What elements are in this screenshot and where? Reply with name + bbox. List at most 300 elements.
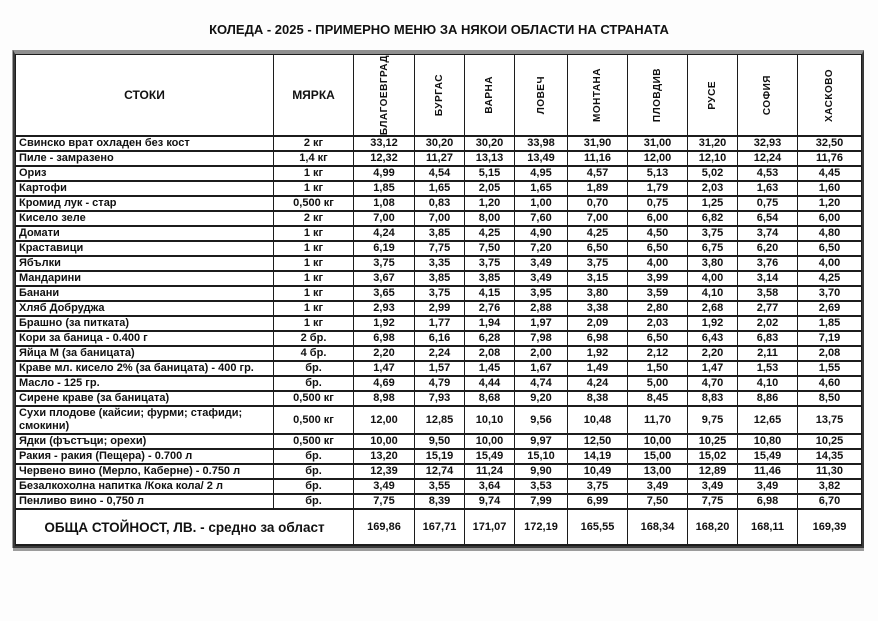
price-cell: 10,00	[628, 434, 688, 449]
price-cell: 1,47	[688, 361, 738, 376]
product-name-cell: Краставици	[16, 241, 274, 256]
price-cell: 3,70	[798, 286, 862, 301]
product-name-cell: Брашно (за питката)	[16, 316, 274, 331]
price-cell: 1,53	[738, 361, 798, 376]
price-cell: 4,70	[688, 376, 738, 391]
page-title: КОЛЕДА - 2025 - ПРИМЕРНО МЕНЮ ЗА НЯКОИ ОБЛАСТИ НА СТРАНАТА	[209, 22, 669, 37]
price-cell: 30,20	[465, 136, 515, 151]
measure-cell: 0,500 кг	[274, 196, 354, 211]
table-row	[16, 316, 862, 331]
price-cell: 6,83	[738, 331, 798, 346]
price-cell: 15,10	[515, 449, 568, 464]
price-cell: 12,10	[688, 151, 738, 166]
price-cell: 1,85	[354, 181, 415, 196]
table-row	[16, 211, 862, 226]
measure-cell: 0,500 кг	[274, 406, 354, 434]
product-name-cell: Сирене краве (за баницата)	[16, 391, 274, 406]
table-row	[16, 196, 862, 211]
price-cell: 4,99	[354, 166, 415, 181]
price-cell: 6,28	[465, 331, 515, 346]
price-cell: 11,24	[465, 464, 515, 479]
table-row	[16, 479, 862, 494]
price-cell: 1,77	[415, 316, 465, 331]
price-cell: 4,25	[568, 226, 628, 241]
price-cell: 2,08	[798, 346, 862, 361]
price-cell: 3,74	[738, 226, 798, 241]
price-cell: 3,49	[354, 479, 415, 494]
price-cell: 4,25	[798, 271, 862, 286]
product-name-cell: Яйца М (за баницата)	[16, 346, 274, 361]
price-cell: 1,25	[688, 196, 738, 211]
measure-cell: бр.	[274, 494, 354, 509]
price-cell: 7,99	[515, 494, 568, 509]
price-cell: 4,00	[798, 256, 862, 271]
price-cell: 1,65	[415, 181, 465, 196]
price-cell: 15,19	[415, 449, 465, 464]
price-cell: 12,50	[568, 434, 628, 449]
price-cell: 1,85	[798, 316, 862, 331]
price-cell: 8,38	[568, 391, 628, 406]
city-label: ЛОВЕЧ	[535, 75, 547, 115]
price-cell: 3,35	[415, 256, 465, 271]
product-name-cell: Ракия - ракия (Пещера) - 0.700 л	[16, 449, 274, 464]
price-cell: 3,75	[568, 256, 628, 271]
price-cell: 3,49	[738, 479, 798, 494]
price-cell: 3,76	[738, 256, 798, 271]
price-cell: 4,69	[354, 376, 415, 391]
price-cell: 1,94	[465, 316, 515, 331]
price-cell: 11,76	[798, 151, 862, 166]
price-cell: 2,00	[515, 346, 568, 361]
total-label: ОБЩА СТОЙНОСТ, ЛВ. - средно за област	[16, 509, 354, 545]
price-cell: 1,65	[515, 181, 568, 196]
price-cell: 5,00	[628, 376, 688, 391]
price-cell: 1,57	[415, 361, 465, 376]
product-name-cell: Картофи	[16, 181, 274, 196]
price-cell: 4,57	[568, 166, 628, 181]
price-cell: 10,80	[738, 434, 798, 449]
table-row	[16, 181, 862, 196]
price-cell: 4,95	[515, 166, 568, 181]
price-cell: 33,98	[515, 136, 568, 151]
total-row	[16, 509, 862, 545]
price-cell: 6,16	[415, 331, 465, 346]
price-cell: 2,12	[628, 346, 688, 361]
measure-cell: бр.	[274, 376, 354, 391]
price-cell: 1,92	[688, 316, 738, 331]
city-label: РУСЕ	[707, 80, 718, 110]
table-row	[16, 136, 862, 151]
price-cell: 4,90	[515, 226, 568, 241]
total-value-cell: 168,11	[738, 509, 798, 545]
price-cell: 9,74	[465, 494, 515, 509]
price-cell: 6,98	[738, 494, 798, 509]
price-cell: 3,85	[415, 271, 465, 286]
total-value-cell: 168,34	[628, 509, 688, 545]
price-cell: 10,10	[465, 406, 515, 434]
total-value-cell: 168,20	[688, 509, 738, 545]
price-cell: 1,79	[628, 181, 688, 196]
total-value-cell: 165,55	[568, 509, 628, 545]
table-row	[16, 464, 862, 479]
price-cell: 8,86	[738, 391, 798, 406]
price-cell: 33,12	[354, 136, 415, 151]
price-cell: 6,75	[688, 241, 738, 256]
price-cell: 15,02	[688, 449, 738, 464]
price-cell: 9,97	[515, 434, 568, 449]
price-cell: 3,53	[515, 479, 568, 494]
price-cell: 1,92	[568, 346, 628, 361]
price-cell: 2,09	[568, 316, 628, 331]
price-cell: 13,13	[465, 151, 515, 166]
product-name-cell: Кромид лук - стар	[16, 196, 274, 211]
price-cell: 6,98	[354, 331, 415, 346]
product-name-cell: Банани	[16, 286, 274, 301]
city-label: ХАСКОВО	[824, 68, 835, 122]
price-cell: 3,38	[568, 301, 628, 316]
price-cell: 6,00	[798, 211, 862, 226]
price-cell: 15,49	[465, 449, 515, 464]
price-cell: 0,83	[415, 196, 465, 211]
price-cell: 3,80	[568, 286, 628, 301]
price-cell: 1,89	[568, 181, 628, 196]
total-value-cell: 167,71	[415, 509, 465, 545]
price-cell: 32,93	[738, 136, 798, 151]
price-cell: 2,05	[465, 181, 515, 196]
price-cell: 13,49	[515, 151, 568, 166]
product-name-cell: Кисело зеле	[16, 211, 274, 226]
price-cell: 8,98	[354, 391, 415, 406]
price-cell: 8,39	[415, 494, 465, 509]
price-cell: 2,24	[415, 346, 465, 361]
product-name-cell: Кори за баница - 0.400 г	[16, 331, 274, 346]
column-header-city	[415, 55, 465, 137]
city-label: ПЛОВДИВ	[652, 67, 663, 123]
product-name-cell: Мандарини	[16, 271, 274, 286]
total-value-cell: 169,39	[798, 509, 862, 545]
table-body	[16, 136, 862, 509]
price-cell: 0,75	[738, 196, 798, 211]
price-cell: 12,00	[628, 151, 688, 166]
price-cell: 10,00	[354, 434, 415, 449]
measure-cell: бр.	[274, 361, 354, 376]
price-cell: 4,79	[415, 376, 465, 391]
price-cell: 0,70	[568, 196, 628, 211]
column-header-city	[515, 55, 568, 137]
product-name-cell: Безалкохолна напитка /Кока кола/ 2 л	[16, 479, 274, 494]
price-cell: 4,45	[798, 166, 862, 181]
price-cell: 1,08	[354, 196, 415, 211]
price-cell: 6,00	[628, 211, 688, 226]
column-header-measure: МЯРКА	[274, 55, 354, 137]
product-name-cell: Масло - 125 гр.	[16, 376, 274, 391]
price-cell: 3,82	[798, 479, 862, 494]
price-cell: 8,45	[628, 391, 688, 406]
price-cell: 4,10	[688, 286, 738, 301]
price-cell: 11,30	[798, 464, 862, 479]
price-cell: 13,75	[798, 406, 862, 434]
measure-cell: 4 бр.	[274, 346, 354, 361]
price-cell: 15,49	[738, 449, 798, 464]
price-cell: 1,55	[798, 361, 862, 376]
price-cell: 1,49	[568, 361, 628, 376]
price-cell: 6,70	[798, 494, 862, 509]
table-row	[16, 331, 862, 346]
price-cell: 1,97	[515, 316, 568, 331]
price-cell: 2,11	[738, 346, 798, 361]
price-cell: 3,99	[628, 271, 688, 286]
price-cell: 7,75	[354, 494, 415, 509]
product-name-cell: Домати	[16, 226, 274, 241]
price-cell: 1,92	[354, 316, 415, 331]
price-cell: 10,00	[465, 434, 515, 449]
table-row	[16, 226, 862, 241]
price-cell: 30,20	[415, 136, 465, 151]
price-cell: 7,50	[628, 494, 688, 509]
price-cell: 1,45	[465, 361, 515, 376]
price-cell: 10,48	[568, 406, 628, 434]
price-cell: 2,99	[415, 301, 465, 316]
price-cell: 3,14	[738, 271, 798, 286]
measure-cell: бр.	[274, 449, 354, 464]
city-label: МОНТАНА	[592, 68, 603, 123]
price-cell: 7,98	[515, 331, 568, 346]
measure-cell: 1 кг	[274, 256, 354, 271]
price-cell: 11,16	[568, 151, 628, 166]
city-label: БЛАГОЕВГРАД	[378, 55, 390, 136]
price-cell: 3,75	[568, 479, 628, 494]
product-name-cell: Ябълки	[16, 256, 274, 271]
price-cell: 8,68	[465, 391, 515, 406]
product-name-cell: Сухи плодове (кайсии; фурми; стафиди; смокини)	[16, 406, 274, 434]
price-cell: 4,80	[798, 226, 862, 241]
price-cell: 7,93	[415, 391, 465, 406]
measure-cell: 1 кг	[274, 271, 354, 286]
measure-cell: 1 кг	[274, 181, 354, 196]
price-cell: 9,75	[688, 406, 738, 434]
price-cell: 1,47	[354, 361, 415, 376]
price-cell: 6,82	[688, 211, 738, 226]
table-row	[16, 286, 862, 301]
price-cell: 6,99	[568, 494, 628, 509]
table-row	[16, 494, 862, 509]
price-cell: 31,90	[568, 136, 628, 151]
price-cell: 9,56	[515, 406, 568, 434]
price-cell: 3,85	[415, 226, 465, 241]
price-cell: 4,53	[738, 166, 798, 181]
price-cell: 1,50	[628, 361, 688, 376]
total-value-cell: 171,07	[465, 509, 515, 545]
table-row	[16, 166, 862, 181]
price-cell: 3,95	[515, 286, 568, 301]
price-cell: 12,24	[738, 151, 798, 166]
price-cell: 7,50	[465, 241, 515, 256]
measure-cell: 1 кг	[274, 316, 354, 331]
price-cell: 4,25	[465, 226, 515, 241]
price-cell: 12,32	[354, 151, 415, 166]
price-cell: 7,00	[415, 211, 465, 226]
price-cell: 2,69	[798, 301, 862, 316]
price-cell: 3,58	[738, 286, 798, 301]
column-header-city	[354, 55, 415, 137]
measure-cell: 1,4 кг	[274, 151, 354, 166]
price-cell: 12,39	[354, 464, 415, 479]
price-cell: 31,20	[688, 136, 738, 151]
price-cell: 7,60	[515, 211, 568, 226]
column-header-city	[465, 55, 515, 137]
price-cell: 4,60	[798, 376, 862, 391]
price-cell: 3,75	[465, 256, 515, 271]
price-cell: 3,15	[568, 271, 628, 286]
product-name-cell: Пиле - замразено	[16, 151, 274, 166]
table-row	[16, 449, 862, 464]
price-cell: 7,00	[354, 211, 415, 226]
price-cell: 15,00	[628, 449, 688, 464]
price-cell: 7,20	[515, 241, 568, 256]
price-cell: 3,75	[415, 286, 465, 301]
table-row	[16, 376, 862, 391]
price-cell: 7,19	[798, 331, 862, 346]
column-header-city	[738, 55, 798, 137]
price-cell: 2,20	[688, 346, 738, 361]
price-cell: 4,00	[688, 271, 738, 286]
price-cell: 3,49	[628, 479, 688, 494]
price-cell: 13,20	[354, 449, 415, 464]
price-cell: 6,50	[628, 241, 688, 256]
price-cell: 11,27	[415, 151, 465, 166]
price-cell: 3,49	[515, 271, 568, 286]
price-table	[15, 54, 862, 546]
price-cell: 14,19	[568, 449, 628, 464]
product-name-cell: Пенливо вино - 0,750 л	[16, 494, 274, 509]
price-cell: 4,10	[738, 376, 798, 391]
price-cell: 6,19	[354, 241, 415, 256]
price-cell: 3,49	[688, 479, 738, 494]
price-cell: 4,74	[515, 376, 568, 391]
price-cell: 9,20	[515, 391, 568, 406]
price-cell: 3,65	[354, 286, 415, 301]
price-cell: 4,00	[628, 256, 688, 271]
total-value-cell: 172,19	[515, 509, 568, 545]
price-cell: 0,75	[628, 196, 688, 211]
price-cell: 3,64	[465, 479, 515, 494]
price-cell: 2,93	[354, 301, 415, 316]
price-cell: 2,68	[688, 301, 738, 316]
product-name-cell: Ядки (фъстъци; орехи)	[16, 434, 274, 449]
table-row	[16, 406, 862, 434]
price-cell: 1,67	[515, 361, 568, 376]
price-cell: 2,77	[738, 301, 798, 316]
price-cell: 4,44	[465, 376, 515, 391]
price-cell: 5,13	[628, 166, 688, 181]
price-cell: 7,00	[568, 211, 628, 226]
price-cell: 2,03	[688, 181, 738, 196]
price-cell: 1,00	[515, 196, 568, 211]
price-cell: 3,75	[688, 226, 738, 241]
price-cell: 9,50	[415, 434, 465, 449]
header-row	[16, 55, 862, 137]
measure-cell: 1 кг	[274, 286, 354, 301]
measure-cell: бр.	[274, 464, 354, 479]
price-cell: 10,49	[568, 464, 628, 479]
price-cell: 3,75	[354, 256, 415, 271]
table-row	[16, 151, 862, 166]
price-cell: 2,08	[465, 346, 515, 361]
price-cell: 6,98	[568, 331, 628, 346]
price-cell: 3,67	[354, 271, 415, 286]
product-name-cell: Ориз	[16, 166, 274, 181]
price-cell: 3,59	[628, 286, 688, 301]
price-cell: 4,15	[465, 286, 515, 301]
price-cell: 32,50	[798, 136, 862, 151]
price-cell: 9,90	[515, 464, 568, 479]
table-row	[16, 346, 862, 361]
price-cell: 1,20	[465, 196, 515, 211]
table-row	[16, 256, 862, 271]
column-header-city	[628, 55, 688, 137]
price-cell: 4,24	[568, 376, 628, 391]
price-cell: 6,43	[688, 331, 738, 346]
column-header-goods: СТОКИ	[16, 55, 274, 137]
price-cell: 4,24	[354, 226, 415, 241]
measure-cell: 1 кг	[274, 226, 354, 241]
product-name-cell: Краве мл. кисело 2% (за баницата) - 400 гр.	[16, 361, 274, 376]
price-cell: 2,03	[628, 316, 688, 331]
price-cell: 2,76	[465, 301, 515, 316]
column-header-city	[688, 55, 738, 137]
price-cell: 10,25	[798, 434, 862, 449]
price-cell: 12,89	[688, 464, 738, 479]
table-row	[16, 434, 862, 449]
price-cell: 12,65	[738, 406, 798, 434]
measure-cell: 0,500 кг	[274, 391, 354, 406]
table-row	[16, 241, 862, 256]
price-cell: 4,54	[415, 166, 465, 181]
table-row	[16, 391, 862, 406]
price-cell: 5,15	[465, 166, 515, 181]
product-name-cell: Свинско врат охладен без кост	[16, 136, 274, 151]
price-cell: 13,00	[628, 464, 688, 479]
price-cell: 1,60	[798, 181, 862, 196]
price-cell: 31,00	[628, 136, 688, 151]
table-row	[16, 271, 862, 286]
city-label: БУРГАС	[434, 74, 445, 117]
price-cell: 14,35	[798, 449, 862, 464]
measure-cell: бр.	[274, 479, 354, 494]
table-row	[16, 301, 862, 316]
price-cell: 12,00	[354, 406, 415, 434]
city-label: СОФИЯ	[762, 74, 773, 116]
price-cell: 2,20	[354, 346, 415, 361]
price-cell: 1,63	[738, 181, 798, 196]
price-cell: 7,75	[415, 241, 465, 256]
price-cell: 3,55	[415, 479, 465, 494]
price-cell: 8,50	[798, 391, 862, 406]
price-cell: 10,25	[688, 434, 738, 449]
price-cell: 6,20	[738, 241, 798, 256]
total-value-cell: 169,86	[354, 509, 415, 545]
column-header-city	[568, 55, 628, 137]
price-cell: 6,50	[568, 241, 628, 256]
price-cell: 12,85	[415, 406, 465, 434]
price-cell: 6,50	[798, 241, 862, 256]
price-cell: 8,00	[465, 211, 515, 226]
price-cell: 6,54	[738, 211, 798, 226]
measure-cell: 1 кг	[274, 241, 354, 256]
price-cell: 3,85	[465, 271, 515, 286]
table-row	[16, 361, 862, 376]
price-cell: 3,80	[688, 256, 738, 271]
